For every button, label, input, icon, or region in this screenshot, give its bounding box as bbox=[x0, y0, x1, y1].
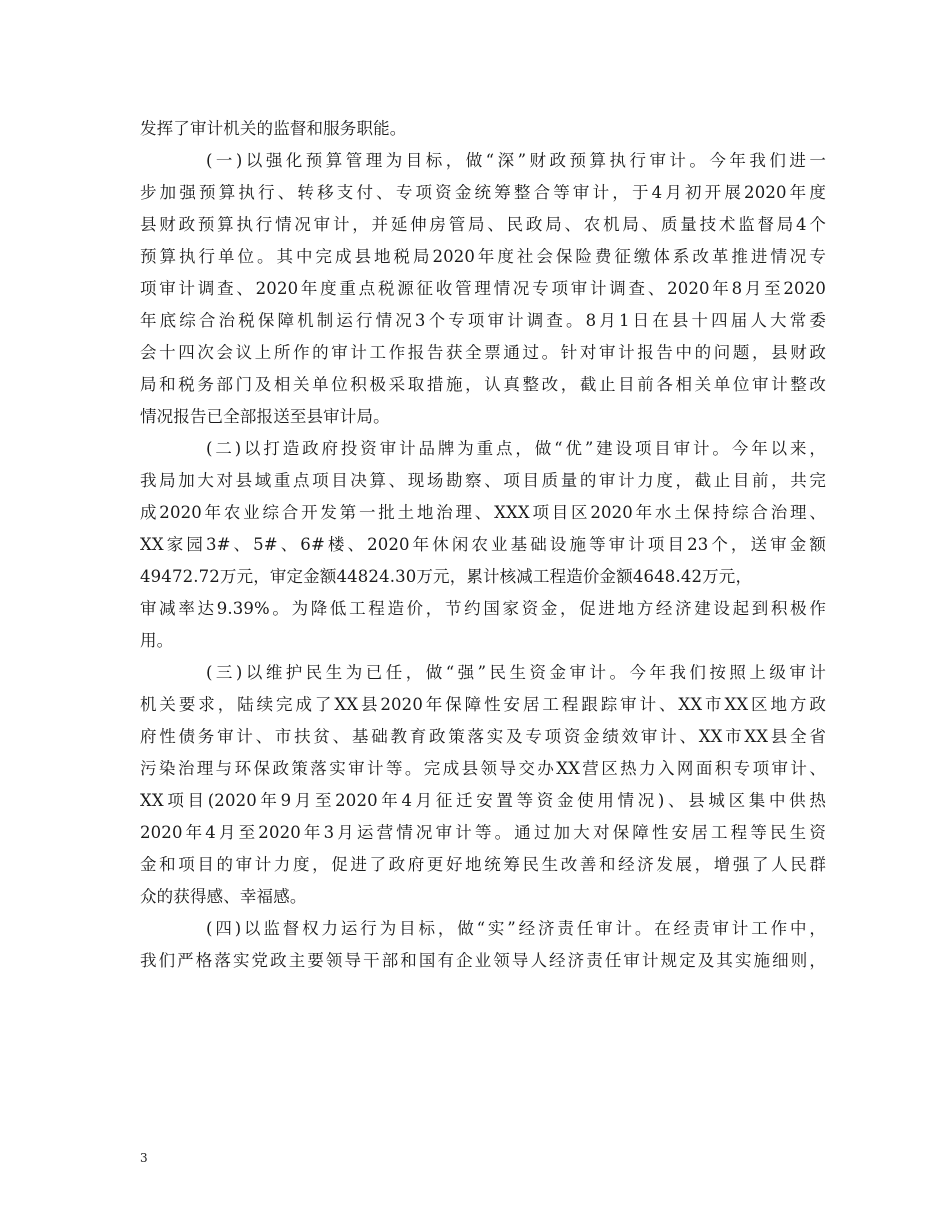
text-line: 众的获得感、幸福感。 bbox=[140, 887, 307, 906]
text-line: (二)以打造政府投资审计品牌为重点，做“优”建设项目审计。今年以来， bbox=[206, 439, 826, 458]
text-line: 会十四次会议上所作的审计工作报告获全票通过。针对审计报告中的问题，县财政 bbox=[140, 343, 826, 362]
paragraph-investment-audit bbox=[140, 433, 826, 657]
paragraph-budget-audit bbox=[140, 145, 826, 433]
text-line: 污染治理与环保政策落实审计等。完成县领导交办XX营区热力入网面积专项审计、 bbox=[140, 759, 826, 778]
text-line: (四)以监督权力运行为目标，做“实”经济责任审计。在经责审计工作中， bbox=[206, 919, 826, 938]
text-line: 金和项目的审计力度，促进了政府更好地统筹民生改善和经济发展，增强了人民群 bbox=[140, 855, 826, 874]
text-line: 年底综合治税保障机制运行情况3个专项审计调查。8月1日在县十四届人大常委 bbox=[140, 311, 826, 330]
text-line: 项审计调查、2020年度重点税源征收管理情况专项审计调查、2020年8月至2020 bbox=[140, 279, 826, 298]
text-line: 49472.72万元，审定金额44824.30万元，累计核减工程造价金额4648.42万元， bbox=[140, 567, 753, 586]
text-line: 成2020年农业综合开发第一批土地治理、XXX项目区2020年水土保持综合治理、 bbox=[140, 503, 826, 522]
text-line: 局和税务部门及相关单位积极采取措施，认真整改，截止目前各相关单位审计整改 bbox=[140, 375, 826, 394]
text-line: 发挥了审计机关的监督和服务职能。 bbox=[140, 119, 407, 138]
text-line: (一)以强化预算管理为目标，做“深”财政预算执行审计。今年我们进一 bbox=[206, 151, 826, 170]
text-line: 机关要求，陆续完成了XX县2020年保障性安居工程跟踪审计、XX市XX区地方政 bbox=[140, 695, 826, 714]
text-line: XX家园3#、5#、6#楼、2020年休闲农业基础设施等审计项目23个，送审金额 bbox=[140, 535, 826, 554]
text-line: 用。 bbox=[140, 631, 174, 650]
text-line: XX项目(2020年9月至2020年4月征迁安置等资金使用情况)、县城区集中供热 bbox=[140, 791, 826, 810]
text-line: 县财政预算执行情况审计，并延伸房管局、民政局、农机局、质量技术监督局4个 bbox=[140, 215, 826, 234]
text-line: 审减率达9.39%。为降低工程造价，节约国家资金，促进地方经济建设起到积极作 bbox=[140, 599, 826, 618]
body-text bbox=[140, 113, 826, 977]
text-line: (三)以维护民生为已任，做“强”民生资金审计。今年我们按照上级审计 bbox=[206, 663, 826, 682]
paragraph-economic-responsibility-audit bbox=[140, 913, 826, 977]
page-number: 3 bbox=[140, 1151, 148, 1165]
paragraph-livelihood-audit bbox=[140, 657, 826, 913]
text-line: 步加强预算执行、转移支付、专项资金统筹整合等审计，于4月初开展2020年度 bbox=[140, 183, 826, 202]
text-line: 府性债务审计、市扶贫、基础教育政策落实及专项资金绩效审计、XX市XX县全省 bbox=[140, 727, 826, 746]
text-line: 2020年4月至2020年3月运营情况审计等。通过加大对保障性安居工程等民生资 bbox=[140, 823, 826, 842]
text-line: 我们严格落实党政主要领导干部和国有企业领导人经济责任审计规定及其实施细则， bbox=[140, 951, 826, 970]
text-line: 我局加大对县域重点项目决算、现场勘察、项目质量的审计力度，截止目前，共完 bbox=[140, 471, 826, 490]
text-line: 预算执行单位。其中完成县地税局2020年度社会保险费征缴体系改革推进情况专 bbox=[140, 247, 826, 266]
paragraph-continuation bbox=[140, 113, 826, 145]
text-line: 情况报告已全部报送至县审计局。 bbox=[140, 407, 390, 426]
